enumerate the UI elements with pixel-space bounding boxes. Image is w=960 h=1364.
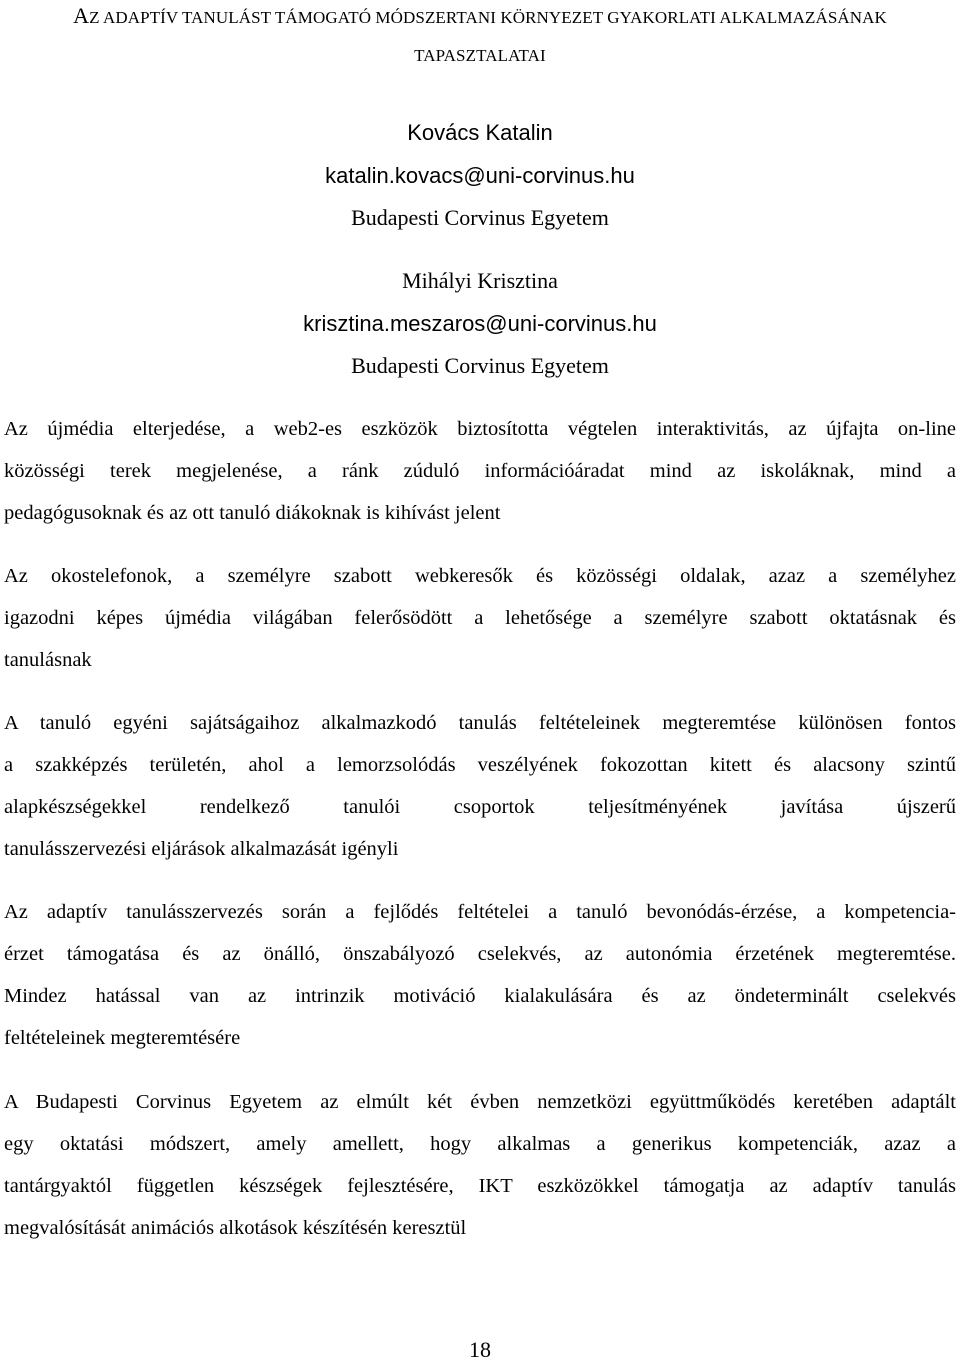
page-number: 18 [469, 1337, 491, 1362]
paragraph-2 [4, 555, 956, 681]
paragraph-line: alapkészségekkel rendelkező tanulói csoportok teljesítményének javítása újszerű [4, 796, 956, 818]
paragraph-line: feltételeinek megteremtésére [4, 1027, 241, 1049]
paragraph-3 [4, 702, 956, 870]
author-1-affiliation: Budapesti Corvinus Egyetem [351, 205, 609, 230]
paragraph-line: tantárgyaktól független készségek fejlesztésére, IKT eszközökkel támogatja az adaptív tanulás [4, 1175, 956, 1197]
paragraph-line: Mindez hatással van az intrinzik motiváció kialakulására és az öndeterminált cselekvés [4, 985, 956, 1007]
paragraph-line: pedagógusoknak és az ott tanuló diákoknak is kihívást jelent [4, 502, 501, 524]
paragraph-4 [4, 891, 956, 1059]
paragraph-5 [4, 1081, 956, 1249]
paragraph-line: igazodni képes újmédia világában felerősödött a lehetősége a személyre szabott oktatásnak és [4, 607, 956, 629]
author-2-email: krisztina.meszaros@uni-corvinus.hu [303, 311, 657, 336]
paragraph-line: Az adaptív tanulásszervezés során a fejlődés feltételei a tanuló bevonódás-érzése, a kompetencia- [4, 901, 956, 923]
paragraph-line: Az újmédia elterjedése, a web2-es eszközök biztosította végtelen interaktivitás, az újfajta on-line [4, 418, 956, 440]
title-initial: A [73, 3, 90, 28]
paragraph-line: A tanuló egyéni sajátságaihoz alkalmazkodó tanulás feltételeinek megteremtése különösen fontos [4, 712, 956, 734]
paragraph-line: Az okostelefonok, a személyre szabott webkeresők és közösségi oldalak, azaz a személyhez [4, 565, 956, 587]
author-1-name: Kovács Katalin [407, 120, 553, 145]
author-1-email: katalin.kovacs@uni-corvinus.hu [325, 163, 635, 188]
document-title-line-1 [0, 3, 960, 28]
paragraph-line: érzet támogatása és az önálló, önszabályozó cselekvés, az autonómia érzetének megteremtése. [4, 943, 956, 965]
paragraph-line: megvalósítását animációs alkotások készítésén keresztül [4, 1217, 467, 1239]
paragraph-line: A Budapesti Corvinus Egyetem az elmúlt két évben nemzetközi együttműködés keretében adaptált [4, 1091, 956, 1113]
paragraph-line: a szakképzés területén, ahol a lemorzsolódás veszélyének fokozottan kitett és alacsony szintű [4, 754, 956, 776]
paragraph-line: tanulásszervezési eljárások alkalmazását igényli [4, 838, 399, 860]
author-2-affiliation: Budapesti Corvinus Egyetem [351, 353, 609, 378]
author-2-name: Mihályi Krisztina [402, 268, 558, 293]
paragraph-line: egy oktatási módszert, amely amellett, hogy alkalmas a generikus kompetenciák, azaz a [4, 1133, 956, 1155]
paragraph-line: közösségi terek megjelenése, a ránk zúduló információáradat mind az iskoláknak, mind a [4, 460, 956, 482]
paragraph-1 [4, 408, 956, 534]
document-title-line-2: TAPASZTALATAI [414, 46, 546, 65]
title-line-1-text: Z ADAPTÍV TANULÁST TÁMOGATÓ MÓDSZERTANI KÖRNYEZET GYAKORLATI ALKALMAZÁSÁNAK [89, 8, 887, 27]
paragraph-line: tanulásnak [4, 649, 92, 671]
